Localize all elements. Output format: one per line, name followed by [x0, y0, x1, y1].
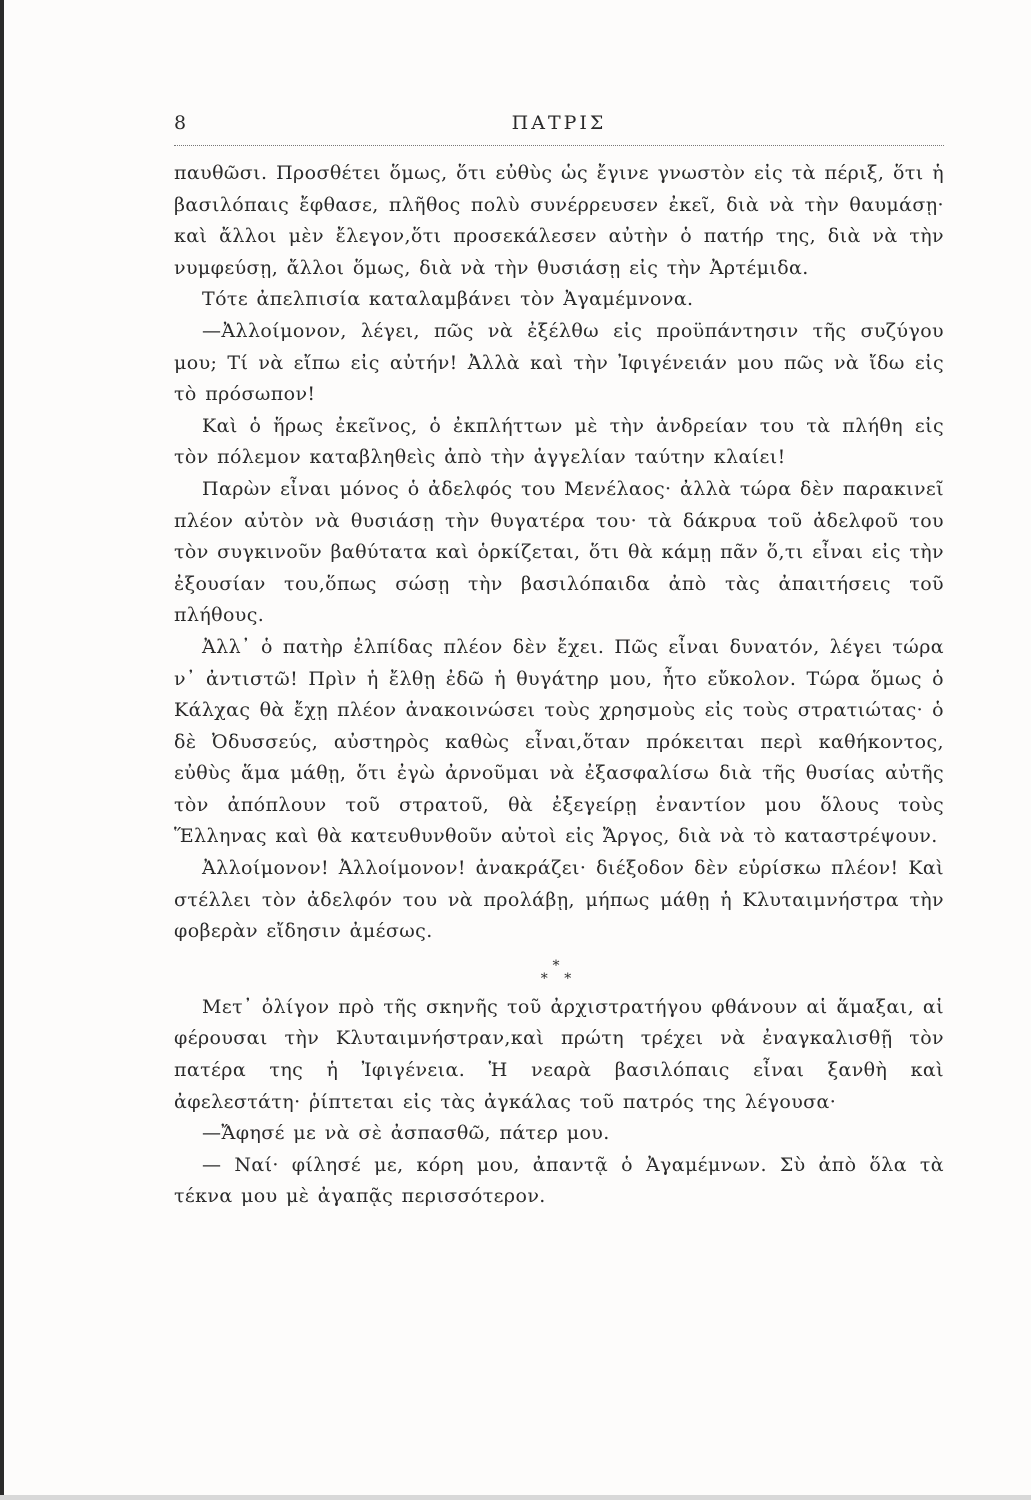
scan-edge-bottom: [0, 1495, 1031, 1500]
page-header: [174, 112, 944, 146]
page-number: 8: [174, 112, 188, 134]
paragraph-2: Τότε ἀπελπισία καταλαμβάνει τὸν Ἀγαμέμνονα.: [202, 288, 694, 311]
body-text: [174, 158, 944, 1213]
header-rule: [174, 145, 944, 146]
paragraph-5: Παρὼν εἶναι μόνος ὁ ἀδελφός του Μενέλαος· ἀλλὰ τώρα δὲν παρακινεῖ πλέον αὐτὸν νὰ θυσιάσῃ τὴν θυγατέρα του· τὰ δάκρυα τοῦ ἀδελφοῦ του τὸν συγκινοῦν βαθύτατα καὶ ὁρκίζεται, ὅτι θὰ κάμῃ πᾶν ὅ,τι εἶναι εἰς τὴν ἐξουσίαν του,ὅπως σώσῃ τὴν βασιλόπαιδα ἀπὸ τὰς ἀπαιτήσεις τοῦ πλήθους.: [174, 477, 944, 627]
paragraph-9: —Ἄφησέ με νὰ σὲ ἀσπασθῶ, πάτερ μου.: [202, 1122, 610, 1145]
separator-bottom: * *: [540, 970, 578, 987]
separator-top: *: [552, 957, 566, 974]
paragraph-8: Μετ᾽ ὀλίγον πρὸ τῆς σκηνῆς τοῦ ἀρχιστρατήγου φθάνουν αἱ ἅμαξαι, αἱ φέρουσαι τὴν Κλυταιμνήστραν,καὶ πρώτη τρέχει νὰ ἐναγκαλισθῇ τὸν πατέρα της ἡ Ἰφιγένεια. Ἡ νεαρὰ βασιλόπαις εἶναι ξανθὴ καὶ ἀφελεστάτη· ῥίπτεται εἰς τὰς ἀγκάλας τοῦ πατρός της λέγουσα·: [174, 995, 944, 1113]
paragraph-6: Ἀλλ᾽ ὁ πατὴρ ἐλπίδας πλέον δὲν ἔχει. Πῶς εἶναι δυνατόν, λέγει τώρα ν᾽ ἀντιστῶ! Πρὶν ἡ ἔλθῃ ἐδῶ ἡ θυγάτηρ μου, ἦτο εὔκολον. Τώρα ὅμως ὁ Κάλχας θὰ ἔχῃ πλέον ἀνακοινώσει τοὺς χρησμοὺς εἰς τοὺς στρατιώτας· ὁ δὲ Ὀδυσσεύς, αὐστηρὸς καθὼς εἶναι,ὅταν πρόκειται περὶ καθήκοντος, εὐθὺς ἅμα μάθῃ, ὅτι ἐγὼ ἀρνοῦμαι νὰ ἐξασφαλίσω διὰ τῆς θυσίας αὐτῆς τὸν ἀπόπλουν τοῦ στρατοῦ, θὰ ἐξεγείρῃ ἐναντίον μου ὅλους τοὺς Ἕλληνας καὶ θὰ κατευθυνθοῦν αὐτοὶ εἰς Ἄργος, διὰ νὰ τὸ καταστρέψουν.: [174, 635, 944, 848]
section-separator: [174, 957, 944, 987]
scan-edge-left: [0, 0, 4, 1500]
paragraph-4: Καὶ ὁ ἥρως ἐκεῖνος, ὁ ἐκπλήττων μὲ τὴν ἀνδρείαν του τὰ πλήθη εἰς τὸν πόλεμον καταβληθεὶς ἀπὸ τὴν ἀγγελίαν ταύτην κλαίει!: [174, 414, 944, 469]
paragraph-3: —Ἀλλοίμονον, λέγει, πῶς νὰ ἐξέλθω εἰς προϋπάντησιν τῆς συζύγου μου; Τί νὰ εἴπω εἰς αὐτήν! Ἀλλὰ καὶ τὴν Ἰφιγένειάν μου πῶς νὰ ἴδω εἰς τὸ πρόσωπον!: [174, 319, 944, 406]
running-head: ΠΑΤΡΙΣ: [511, 112, 607, 134]
paragraph-1: παυθῶσι. Προσθέτει ὅμως, ὅτι εὐθὺς ὡς ἔγινε γνωστὸν εἰς τὰ πέριξ, ὅτι ἡ βασιλόπαις ἔφθασε, πλῆθος πολὺ συνέρρευσεν ἐκεῖ, διὰ νὰ τὴν θαυμάσῃ· καὶ ἄλλοι μὲν ἔλεγον,ὅτι προσεκάλεσεν αὐτὴν ὁ πατήρ της, διὰ νὰ τὴν νυμφεύσῃ, ἄλλοι ὅμως, διὰ νὰ τὴν θυσιάσῃ εἰς τὴν Ἀρτέμιδα.: [174, 162, 944, 279]
paragraph-10: — Ναί· φίλησέ με, κόρη μου, ἀπαντᾷ ὁ Ἀγαμέμνων. Σὺ ἀπὸ ὅλα τὰ τέκνα μου μὲ ἀγαπᾷς περισσότερον.: [174, 1153, 944, 1208]
paragraph-7: Ἀλλοίμονον! Ἀλλοίμονον! ἀνακράζει· διέξοδον δὲν εὑρίσκω πλέον! Καὶ στέλλει τὸν ἀδελφόν του νὰ προλάβῃ, μήπως μάθῃ ἡ Κλυταιμνήστρα τὴν φοβερὰν εἴδησιν ἀμέσως.: [174, 857, 944, 943]
